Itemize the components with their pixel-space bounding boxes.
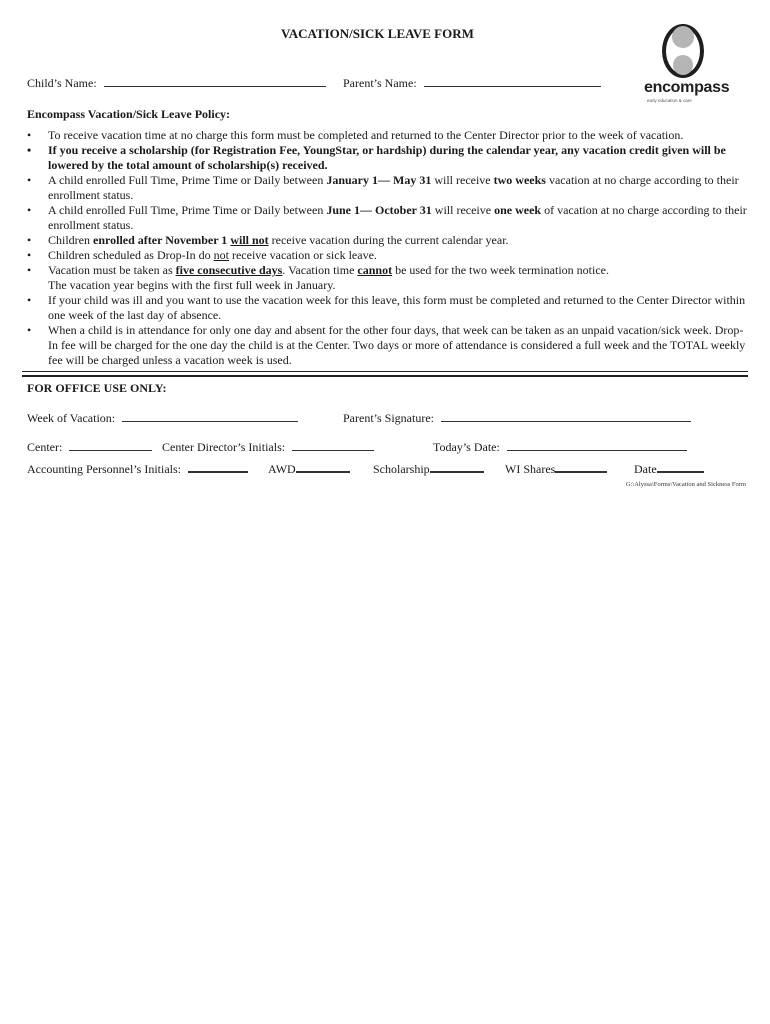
parent-signature-field[interactable] — [441, 410, 691, 422]
logo-tagline: early education & care — [647, 98, 692, 103]
awd-label: AWD — [268, 462, 296, 476]
director-initials-label: Center Director’s Initials: — [162, 440, 286, 454]
policy-heading: Encompass Vacation/Sick Leave Policy: — [27, 107, 231, 121]
office-use-heading: FOR OFFICE USE ONLY: — [27, 381, 167, 395]
list-item: • A child enrolled Full Time, Prime Time or Daily between June 1— October 31 will receive one week of vacation at no charge according to their enrollment status. — [27, 203, 747, 233]
scholarship-field[interactable] — [430, 460, 484, 473]
director-initials-field[interactable] — [292, 439, 374, 451]
todays-date-label: Today’s Date: — [433, 440, 500, 454]
date-field[interactable] — [657, 460, 704, 473]
list-item: • Children scheduled as Drop-In do not receive vacation or sick leave. — [27, 248, 747, 263]
accounting-initials-label: Accounting Personnel’s Initials: — [27, 462, 181, 476]
parent-signature-label: Parent’s Signature: — [343, 411, 434, 425]
wi-shares-row — [505, 460, 607, 477]
wi-shares-field[interactable] — [555, 460, 607, 473]
page-title: VACATION/SICK LEAVE FORM — [281, 26, 474, 41]
awd-field[interactable] — [296, 460, 350, 473]
parent-name-field[interactable] — [424, 75, 601, 87]
list-item: • If you receive a scholarship (for Registration Fee, YoungStar, or hardship) during the calendar year, any vacation credit given will be lowered by the total amount of scholarship(s) received. — [27, 143, 747, 173]
date-label: Date — [634, 462, 657, 476]
divider — [22, 371, 748, 372]
center-row — [27, 439, 152, 455]
wi-shares-label: WI Shares — [505, 462, 556, 476]
child-name-label: Child’s Name: — [27, 76, 97, 90]
center-field[interactable] — [69, 439, 152, 451]
encompass-logo — [640, 22, 735, 106]
scholarship-label: Scholarship — [373, 462, 430, 476]
child-name-field[interactable] — [104, 75, 326, 87]
parent-name-label: Parent’s Name: — [343, 76, 417, 90]
todays-date-row — [433, 439, 687, 455]
logo-wordmark: encompass — [644, 79, 730, 96]
awd-row — [268, 460, 350, 477]
parent-name-row — [343, 75, 601, 91]
file-path-footer: G:\Alyssa\Forms\Vacation and Sickness Form — [625, 481, 746, 488]
accounting-initials-field[interactable] — [188, 460, 248, 473]
list-item: • When a child is in attendance for only one day and absent for the other four days, that week can be taken as an unpaid vacation/sick week. Drop-In fee will be charged for the one day the child is at the Center. Two days or more of attendance is considered a full week and the TOTAL weekly fee will be charged unless a vacation week is used. — [27, 323, 747, 368]
week-of-vacation-row — [27, 410, 298, 426]
list-item: • To receive vacation time at no charge this form must be completed and returned to the Center Director prior to the week of vacation. — [27, 128, 747, 143]
week-of-vacation-field[interactable] — [122, 410, 298, 422]
date-row — [634, 460, 704, 477]
scholarship-row — [373, 460, 484, 477]
week-of-vacation-label: Week of Vacation: — [27, 411, 116, 425]
parent-signature-row — [343, 410, 691, 426]
list-item: • Vacation must be taken as five consecutive days. Vacation time cannot be used for the two week termination notice. The vacation year begins with the first full week in January. — [27, 263, 747, 293]
divider — [22, 375, 748, 377]
director-initials-row — [162, 439, 374, 455]
child-name-row — [27, 75, 326, 91]
list-item: • A child enrolled Full Time, Prime Time or Daily between January 1— May 31 will receive two weeks vacation at no charge according to their enrollment status. — [27, 173, 747, 203]
todays-date-field[interactable] — [507, 439, 687, 451]
list-item: • Children enrolled after November 1 will not receive vacation during the current calendar year. — [27, 233, 747, 248]
accounting-row — [27, 460, 248, 477]
policy-list — [27, 128, 747, 368]
list-item: • If your child was ill and you want to use the vacation week for this leave, this form must be completed and returned to the Center Director within one week of the last day of absence. — [27, 293, 747, 323]
center-label: Center: — [27, 440, 63, 454]
logo-head-icon — [672, 26, 694, 48]
logo-body-icon — [673, 55, 693, 75]
